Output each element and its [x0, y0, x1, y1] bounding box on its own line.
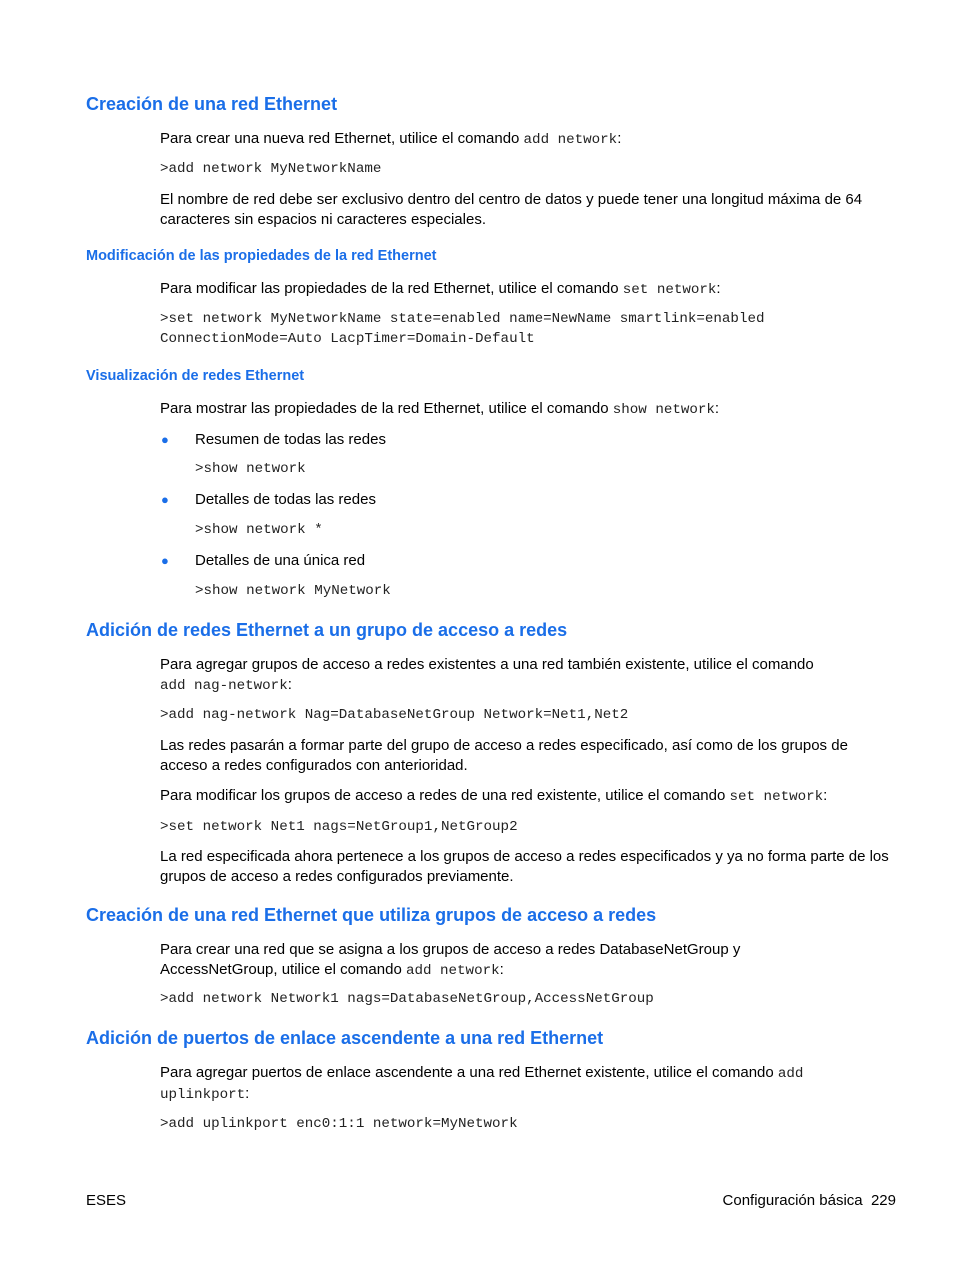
code-line: >set network Net1 nags=NetGroup1,NetGroup2: [160, 819, 518, 835]
paragraph: [160, 279, 890, 300]
code-line: ConnectionMode=Auto LacpTimer=Domain-Default: [160, 331, 535, 347]
paragraph: [160, 129, 890, 150]
paragraph-text: Para crear una nueva red Ethernet, utilice el comando: [160, 130, 524, 147]
punctuation: :: [245, 1085, 250, 1102]
code-line: >add nag-network Nag=DatabaseNetGroup Network=Net1,Net2: [160, 707, 629, 723]
paragraph-text: Para modificar las propiedades de la red Ethernet, utilice el comando: [160, 280, 623, 297]
paragraph: [160, 786, 890, 807]
paragraph-text: Para mostrar las propiedades de la red Ethernet, utilice el comando: [160, 400, 613, 417]
bullet-icon: ●: [161, 492, 169, 507]
inline-command: set network: [729, 789, 824, 805]
paragraph-text: AccessNetGroup, utilice el comando: [160, 961, 406, 978]
bullet-icon: ●: [161, 553, 169, 568]
punctuation: :: [823, 787, 828, 804]
section-heading: Adición de puertos de enlace ascendente a una red Ethernet: [86, 1028, 604, 1048]
paragraph: El nombre de red debe ser exclusivo dentro del centro de datos y puede tener una longitud máxima de 64 caracteres sin espacios ni caracteres especiales.: [160, 191, 863, 228]
punctuation: :: [714, 400, 720, 417]
code-line: >add network MyNetworkName: [160, 161, 382, 177]
code-line: >set network MyNetworkName state=enabled name=NewName smartlink=enabled: [160, 311, 765, 327]
bullet-icon: ●: [161, 432, 169, 447]
section-heading: Creación de una red Ethernet: [86, 94, 338, 114]
punctuation: :: [287, 676, 292, 693]
footer-left: ESES: [86, 1192, 127, 1209]
punctuation: :: [617, 130, 622, 147]
inline-command: add network: [523, 132, 618, 148]
inline-command: uplinkport: [160, 1087, 246, 1103]
section-heading: Creación de una red Ethernet que utiliza grupos de acceso a redes: [86, 905, 657, 925]
inline-command: add: [777, 1066, 804, 1082]
inline-command: add network: [405, 963, 500, 979]
paragraph: Las redes pasarán a formar parte del grupo de acceso a redes especificado, así como de los grupos de acceso a redes configurados con anterioridad.: [160, 737, 848, 774]
paragraph: [160, 655, 890, 696]
list-item: Detalles de todas las redes: [195, 491, 376, 508]
code-line: >add uplinkport enc0:1:1 network=MyNetwork: [160, 1116, 518, 1132]
paragraph: [160, 940, 890, 981]
section-heading: Adición de redes Ethernet a un grupo de acceso a redes: [86, 620, 568, 640]
paragraph: [160, 1063, 890, 1105]
code-line: >add network Network1 nags=DatabaseNetGroup,AccessNetGroup: [160, 991, 654, 1007]
paragraph-text: Para modificar los grupos de acceso a redes de una red existente, utilice el comando: [160, 787, 730, 804]
inline-command: show network: [612, 402, 715, 418]
inline-command: add nag-network: [160, 678, 288, 694]
code-line: >show network MyNetwork: [195, 583, 391, 599]
footer-section: Configuración básica: [722, 1192, 863, 1209]
list-item: Detalles de una única red: [195, 552, 366, 569]
code-line: >show network: [195, 461, 306, 477]
paragraph-text: Para agregar puertos de enlace ascendente a una red Ethernet existente, utilice el comando: [160, 1064, 778, 1081]
paragraph-text: Para crear una red que se asigna a los grupos de acceso a redes DatabaseNetGroup y: [160, 941, 741, 958]
subsection-heading: Visualización de redes Ethernet: [86, 368, 305, 384]
page-number: 229: [870, 1192, 896, 1209]
punctuation: :: [499, 961, 504, 978]
footer-right: [723, 1192, 896, 1209]
punctuation: :: [716, 280, 721, 297]
paragraph-text: Para agregar grupos de acceso a redes existentes a una red también existente, utilice el comando: [160, 656, 814, 673]
paragraph: [160, 399, 890, 420]
subsection-heading: Modificación de las propiedades de la red Ethernet: [86, 248, 437, 264]
list-item: Resumen de todas las redes: [195, 431, 386, 448]
paragraph: La red especificada ahora pertenece a los grupos de acceso a redes especificados y ya no forma parte de los grupos de acceso a redes configurados previamente.: [160, 848, 889, 885]
inline-command: set network: [622, 282, 717, 298]
code-line: >show network *: [195, 522, 323, 538]
